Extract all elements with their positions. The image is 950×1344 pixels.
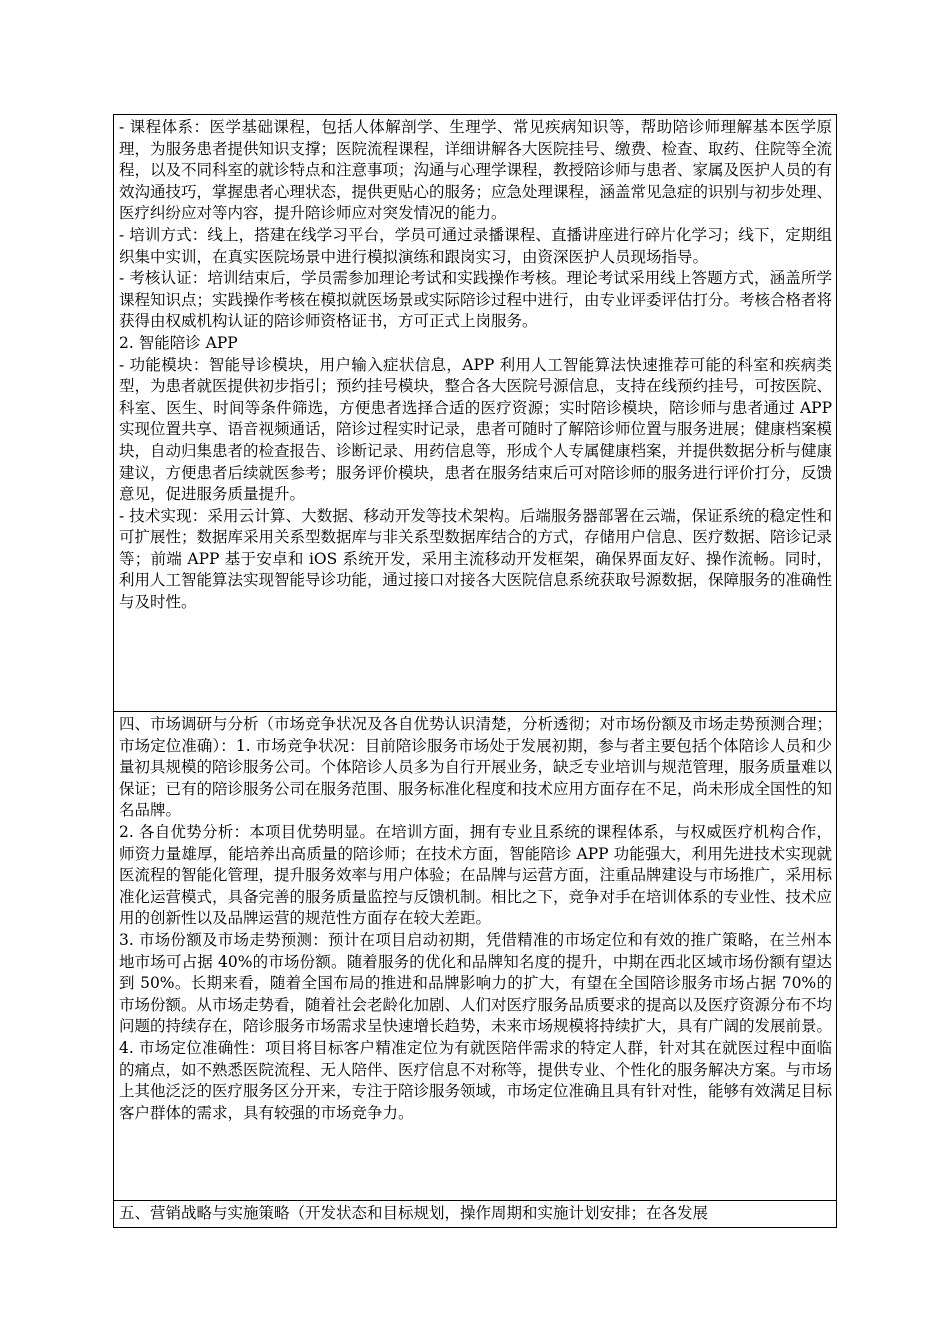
market-share-paragraph: 3. 市场份额及市场走势预测：预计在项目启动初期，凭借精准的市场定位和有效的推广策略，在兰州本地市场可占据 40%的市场份额。随着服务的优化和品牌知名度的提升，中期在西北区域市场份额有望达到 50%。长期来看，随着全国布局的推进和品牌影响力的扩大，有望在全国陪诊服务市场占据 70%的市场份额。从市场走势看，随着社会老龄化加剧、人们对医疗服务品质要求的提高以及医疗资源分布不均问题的持续存在，陪诊服务市场需求呈快速增长趋势，未来市场规模将持续扩大，具有广阔的发展前景。 — [119, 930, 833, 1036]
training-method-paragraph: - 培训方式：线上，搭建在线学习平台，学员可通过录播课程、直播讲座进行碎片化学习；线下，定期组织集中实训，在真实医院场景中进行模拟演练和跟岗实习，由资深医护人员现场指导。 — [119, 225, 832, 266]
app-heading: 2. 智能陪诊 APP — [119, 333, 238, 352]
table-row — [114, 712, 837, 1201]
table-cell-training-and-app — [114, 115, 837, 712]
marketing-heading-paragraph: 五、营销战略与实施策略（开发状态和目标规划，操作周期和实施计划安排；在各发展 — [119, 1204, 709, 1222]
tech-implementation-paragraph: - 技术实现：采用云计算、大数据、移动开发等技术架构。后端服务器部署在云端，保证系统的稳定性和可扩展性；数据库采用关系型数据库与非关系型数据库结合的方式，存储用户信息、医疗数据、陪诊记录等；前端 APP 基于安卓和 iOS 系统开发，采用主流移动开发框架，确保界面友好、操作流畅。同时，利用人工智能算法实现智能导诊功能，通过接口对接各大医院信息系统获取号源数据，保障服务的准确性与及时性。 — [119, 506, 833, 612]
table-cell-marketing-strategy — [114, 1201, 837, 1228]
document-table — [113, 114, 837, 1228]
market-positioning-paragraph: 4. 市场定位准确性：项目将目标客户精准定位为有就医陪伴需求的特定人群，针对其在就医过程中面临的痛点，如不熟悉医院流程、无人陪伴、医疗信息不对称等，提供专业、个性化的服务解决方案。与市场上其他泛泛的医疗服务区分开来，专注于陪诊服务领域，市场定位准确且具有针对性，能够有效满足目标客户群体的需求，具有较强的市场竞争力。 — [119, 1038, 833, 1122]
market-competition-paragraph: 四、市场调研与分析（市场竞争状况及各自优势认识清楚，分析透彻；对市场份额及市场走势预测合理；市场定位准确）：1. 市场竞争状况：目前陪诊服务市场处于发展初期，参与者主要包括个体陪诊人员和少量初具规模的陪诊服务公司。个体陪诊人员多为自行开展业务，缺乏专业培训与规范管理，服务质量难以保证；已有的陪诊服务公司在服务范围、服务标准化程度和技术应用方面存在不足，尚未形成全国性的知名品牌。 — [119, 715, 833, 820]
assessment-paragraph: - 考核认证：培训结束后，学员需参加理论考试和实践操作考核。理论考试采用线上答题方式，涵盖所学课程知识点；实践操作考核在模拟就医场景或实际陪诊过程中进行，由专业评委评估打分。考核合格者将获得由权威机构认证的陪诊师资格证书，方可正式上岗服务。 — [119, 269, 833, 331]
course-system-paragraph: - 课程体系：医学基础课程，包括人体解剖学、生理学、常见疾病知识等，帮助陪诊师理解基本医学原理，为服务患者提供知识支撑；医院流程课程，详细讲解各大医院挂号、缴费、检查、取药、住院等全流程，以及不同科室的就诊特点和注意事项；沟通与心理学课程，教授陪诊师与患者、家属及医护人员的有效沟通技巧，掌握患者心理状态，提供更贴心的服务；应急处理课程，涵盖常见急症的识别与初步处理、医疗纠纷应对等内容，提升陪诊师应对突发情况的能力。 — [119, 118, 833, 223]
table-cell-market-research — [114, 712, 837, 1201]
function-modules-paragraph: - 功能模块：智能导诊模块，用户输入症状信息，APP 利用人工智能算法快速推荐可能的科室和疾病类型，为患者就医提供初步指引；预约挂号模块，整合各大医院号源信息，支持在线预约挂号，可按医院、科室、医生、时间等条件筛选，方便患者选择合适的医疗资源；实时陪诊模块，陪诊师与患者通过 APP 实现位置共享、语音视频通话，陪诊过程实时记录，患者可随时了解陪诊师位置与服务进展；健康档案模块，自动归集患者的检查报告、诊断记录、用药信息等，形成个人专属健康档案，并提供数据分析与健康建议，方便患者后续就医参考；服务评价模块，患者在服务结束后可对陪诊师的服务进行评价打分，反馈意见，促进服务质量提升。 — [119, 355, 833, 504]
advantage-analysis-paragraph: 2. 各自优势分析：本项目优势明显。在培训方面，拥有专业且系统的课程体系，与权威医疗机构合作，师资力量雄厚，能培养出高质量的陪诊师；在技术方面，智能陪诊 APP 功能强大，利用先进技术实现就医流程的智能化管理，提升服务效率与用户体验；在品牌与运营方面，注重品牌建设与市场推广，采用标准化运营模式，具备完善的服务质量监控与反馈机制。相比之下，竞争对手在培训体系的专业性、技术应用的创新性以及品牌运营的规范性方面存在较大差距。 — [119, 822, 833, 928]
table-row — [114, 115, 837, 712]
table-row — [114, 1201, 837, 1228]
